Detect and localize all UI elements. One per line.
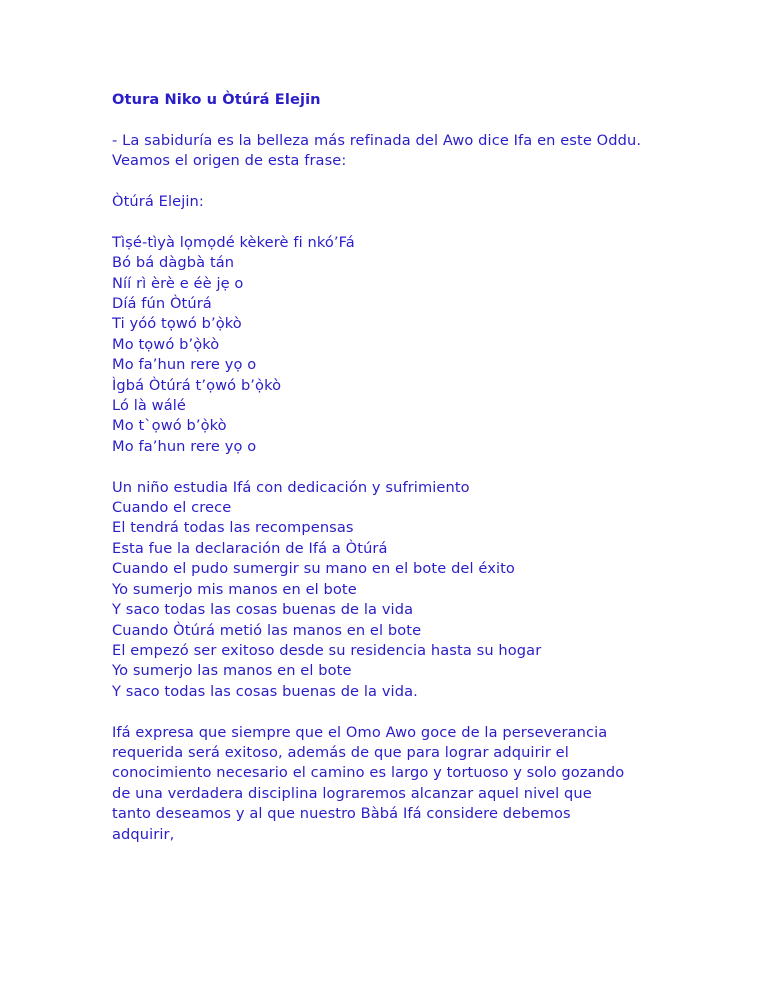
verse-line: Esta fue la declaración de Ifá a Òtúrá [112,539,388,557]
verse-line: Y saco todas las cosas buenas de la vida. [112,682,418,700]
verse-line: Ti yóó tọwó b’ọ̀kò [112,315,242,333]
spacer [112,702,712,722]
document-page [112,90,712,845]
spacer [112,457,712,477]
document-title: Otura Niko u Òtúrá Elejin [112,91,321,108]
closing-paragraph [112,723,712,845]
paragraph-line: requerida será exitoso, además de que para lograr adquirir el [112,743,569,761]
verse-line: Cuando Òtúrá metió las manos en el bote [112,621,422,639]
verse-line: Mo fa’hun rere yọ o [112,356,257,374]
section-heading: Òtúrá Elejin: [112,193,204,210]
verse-line: Y saco todas las cosas buenas de la vida [112,601,414,619]
paragraph-line: de una verdadera disciplina lograremos alcanzar aquel nivel que [112,784,592,802]
verse-line: El tendrá todas las recompensas [112,519,354,537]
paragraph-line: conocimiento necesario el camino es largo y tortuoso y solo gozando [112,764,625,782]
verse-line: Mo tọwó b’ọ̀kò [112,335,220,353]
paragraph-line: adquirir, [112,825,175,843]
spacer [112,212,712,232]
verse-line: Tìṣé-tìyà lọmọdé kèkerè fi nkó’Fá [112,233,355,251]
verse-line: El empezó ser exitoso desde su residencia hasta su hogar [112,641,542,659]
verse-line: Bó bá dàgbà tán [112,254,235,272]
verse-line: Cuando el crece [112,499,232,517]
verse-line: Ló là wálé [112,397,186,415]
spacer [112,110,712,130]
verse-line: Mo fa’hun rere yọ o [112,437,257,455]
verse-line: Níí rì èrè e éè jẹ o [112,274,244,292]
spanish-verse [112,478,712,702]
paragraph-line: Ifá expresa que siempre que el Omo Awo goce de la perseverancia [112,723,608,741]
verse-line: Mo t`ọwó b’ọ̀kò [112,417,227,435]
verse-line: Yo sumerjo las manos en el bote [112,662,352,680]
verse-line: Ìgbá Òtúrá t’ọwó b’ọ̀kò [112,376,282,394]
paragraph-line: tanto deseamos y al que nuestro Bàbá Ifá considere debemos [112,805,571,823]
verse-line: Díá fún Òtúrá [112,295,212,313]
verse-line: Yo sumerjo mis manos en el bote [112,580,357,598]
verse-line: Cuando el pudo sumergir su mano en el bote del éxito [112,560,515,578]
intro-paragraph: - La sabiduría es la belleza más refinada del Awo dice Ifa en este Oddu. Veamos el origen de esta frase: [112,131,642,170]
yoruba-verse [112,233,712,457]
spacer [112,172,712,192]
verse-line: Un niño estudia Ifá con dedicación y sufrimiento [112,478,470,496]
